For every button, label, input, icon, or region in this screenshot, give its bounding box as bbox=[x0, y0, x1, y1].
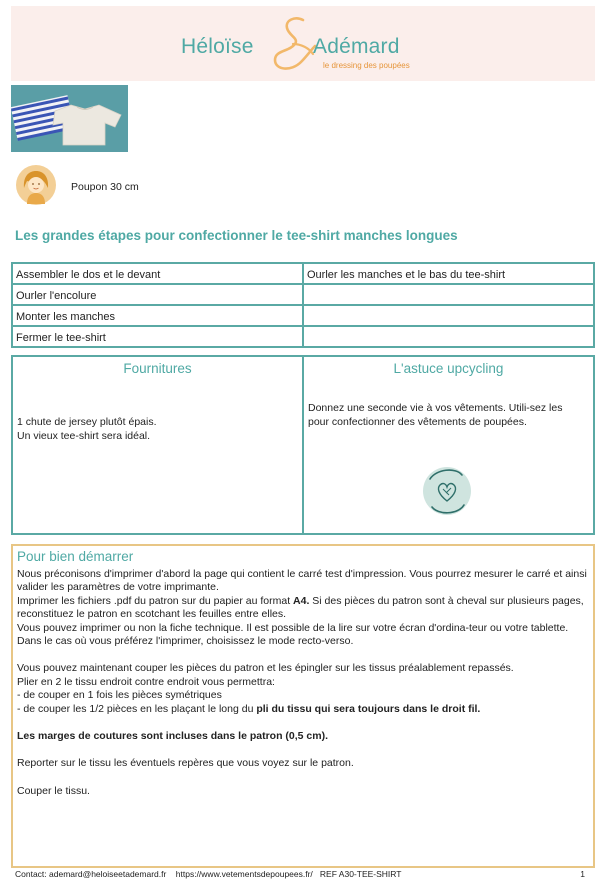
brand-name-right: Adémard bbox=[313, 35, 400, 58]
start-text: Si des pièces du patron sont à cheval sur plusieurs pages, reconstituez le patron en scotchant les feuilles entre elles. bbox=[17, 594, 584, 621]
seam-allowance-note: Les marges de coutures sont incluses dans le patron (0,5 cm). bbox=[17, 730, 329, 743]
start-paragraph: Nous préconisons d'imprimer d'abord la page qui contient le carré test d'impression. Vous pourrez mesurer le carré et ainsi valider les paramètres de votre imprimante. bbox=[17, 568, 587, 594]
start-paragraph: Vous pouvez maintenant couper les pièces du patron et les épingler sur les tissus préalablement repassés. bbox=[17, 662, 514, 675]
start-text: - de couper les 1/2 pièces en les plaçant le long du bbox=[17, 702, 257, 715]
start-paragraph: Vous pouvez imprimer ou non la fiche technique. Il est possible de la lire sur votre écran d'ordina-teur ou votre tablette. Dans le cas où vous préférez l'imprimer, choisissez le mode recto-verso. bbox=[17, 621, 569, 648]
astuce-box bbox=[304, 357, 593, 533]
step-cell bbox=[303, 284, 594, 305]
step-cell: Monter les manches bbox=[12, 305, 303, 326]
start-paragraph: Couper le tissu. bbox=[17, 784, 90, 797]
step-cell bbox=[303, 326, 594, 347]
header-banner bbox=[11, 6, 595, 81]
astuce-title: L'astuce upcycling bbox=[393, 361, 504, 376]
doll-icon bbox=[15, 164, 57, 206]
fournitures-box bbox=[13, 357, 304, 533]
steps-table bbox=[11, 262, 595, 348]
brand-logo bbox=[181, 22, 431, 72]
start-bold-text: pli du tissu qui sera toujours dans le droit fil. bbox=[256, 702, 481, 715]
step-cell bbox=[303, 305, 594, 326]
start-section bbox=[11, 544, 595, 868]
brand-name-left: Héloïse bbox=[181, 35, 254, 58]
step-cell: Assembler le dos et le devant bbox=[12, 263, 303, 284]
table-row bbox=[12, 326, 594, 347]
start-text: Imprimer les fichiers .pdf du patron sur du papier au format bbox=[17, 594, 294, 607]
start-paragraph bbox=[17, 730, 589, 743]
step-cell: Ourler les manches et le bas du tee-shirt bbox=[303, 263, 594, 284]
info-boxes bbox=[11, 355, 595, 535]
start-paragraph bbox=[17, 595, 589, 622]
footer-website-link[interactable]: https://www.vetementsdepoupees.fr/ bbox=[175, 869, 313, 879]
start-paragraph bbox=[17, 703, 589, 716]
start-title: Pour bien démarrer bbox=[17, 549, 134, 564]
footer-reference: REF A30-TEE-SHIRT bbox=[319, 869, 402, 879]
step-cell: Fermer le tee-shirt bbox=[12, 326, 303, 347]
step-cell: Ourler l'encolure bbox=[12, 284, 303, 305]
start-paragraph: - de couper en 1 fois les pièces symétriques bbox=[17, 689, 222, 702]
fournitures-line: 1 chute de jersey plutôt épais. bbox=[17, 416, 157, 428]
product-photo bbox=[11, 85, 128, 152]
astuce-text: Donnez une seconde vie à vos vêtements. Utili-sez les pour confectionner des vêtements de poupées. bbox=[308, 402, 563, 428]
start-paragraph: Plier en 2 le tissu endroit contre endroit vous permettra: bbox=[17, 675, 275, 688]
footer bbox=[15, 869, 585, 879]
paper-format: A4. bbox=[293, 594, 310, 607]
main-title: Les grandes étapes pour confectionner le tee-shirt manches longues bbox=[15, 228, 458, 243]
hands-heart-icon bbox=[422, 461, 472, 521]
doll-size-label: Poupon 30 cm bbox=[71, 181, 139, 193]
fournitures-line: Un vieux tee-shirt sera idéal. bbox=[17, 430, 151, 442]
table-row bbox=[12, 263, 594, 284]
start-paragraph: Reporter sur le tissu les éventuels repères que vous voyez sur le patron. bbox=[17, 757, 354, 770]
table-row bbox=[12, 305, 594, 326]
brand-tagline: le dressing des poupées bbox=[323, 61, 410, 70]
page-number: 1 bbox=[580, 869, 585, 879]
table-row bbox=[12, 284, 594, 305]
fournitures-title: Fournitures bbox=[123, 361, 192, 376]
fournitures-text bbox=[17, 415, 297, 443]
footer-contact: Contact: ademard@heloiseetademard.fr bbox=[15, 869, 167, 879]
tee-shirt-photo-image bbox=[11, 85, 128, 152]
